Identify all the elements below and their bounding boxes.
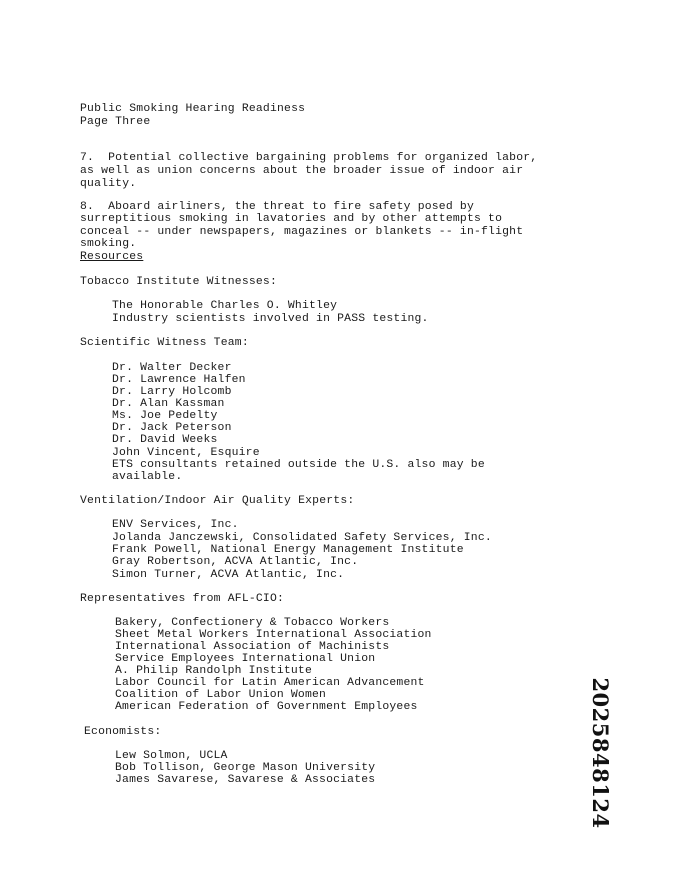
union-entry: Service Employees International Union xyxy=(115,653,376,665)
union-entry: Coalition of Labor Union Women xyxy=(115,689,327,701)
resources-heading: Resources xyxy=(80,251,144,263)
document-title: Public Smoking Hearing Readiness xyxy=(80,103,306,115)
item-7-line: as well as union concerns about the broader issue of indoor air xyxy=(80,165,524,177)
scientist-entry: available. xyxy=(112,471,183,483)
ventilation-heading: Ventilation/Indoor Air Quality Experts: xyxy=(80,495,355,507)
union-entry: Bakery, Confectionery & Tobacco Workers xyxy=(115,617,390,629)
ventilation-entry: Jolanda Janczewski, Consolidated Safety Services, Inc. xyxy=(112,532,492,544)
afl-cio-heading: Representatives from AFL-CIO: xyxy=(80,593,285,605)
ventilation-entry: Frank Powell, National Energy Management Institute xyxy=(112,544,464,556)
economists-heading: Economists: xyxy=(84,726,162,738)
union-entry: Sheet Metal Workers International Association xyxy=(115,629,432,641)
economist-entry: Lew Solmon, UCLA xyxy=(115,750,228,762)
ventilation-entry: ENV Services, Inc. xyxy=(112,519,239,531)
economist-entry: Bob Tollison, George Mason University xyxy=(115,762,376,774)
scientist-entry: Dr. Alan Kassman xyxy=(112,398,225,410)
bates-number: 2025848124 xyxy=(588,677,614,829)
economist-entry: James Savarese, Savarese & Associates xyxy=(115,774,376,786)
union-entry: A. Philip Randolph Institute xyxy=(115,665,312,677)
scientist-entry: Dr. David Weeks xyxy=(112,434,218,446)
item-8-line: smoking. xyxy=(80,238,137,250)
bates-stamp xyxy=(586,677,614,829)
scientist-entry: Ms. Joe Pedelty xyxy=(112,410,218,422)
scientist-entry: Dr. Larry Holcomb xyxy=(112,386,232,398)
item-8-line: surreptitious smoking in lavatories and by other attempts to xyxy=(80,213,503,225)
item-7-line: 7. Potential collective bargaining problems for organized labor, xyxy=(80,152,538,164)
witness-entry: Industry scientists involved in PASS testing. xyxy=(112,313,429,325)
witness-entry: The Honorable Charles O. Whitley xyxy=(112,300,338,312)
item-8-line: conceal -- under newspapers, magazines or blankets -- in-flight xyxy=(80,226,524,238)
union-entry: American Federation of Government Employees xyxy=(115,701,418,713)
ventilation-entry: Gray Robertson, ACVA Atlantic, Inc. xyxy=(112,556,359,568)
scientist-entry: Dr. Jack Peterson xyxy=(112,422,232,434)
scientist-entry: Dr. Lawrence Halfen xyxy=(112,374,246,386)
union-entry: Labor Council for Latin American Advancement xyxy=(115,677,425,689)
scientific-team-heading: Scientific Witness Team: xyxy=(80,337,249,349)
scientist-entry: John Vincent, Esquire xyxy=(112,447,260,459)
tobacco-institute-heading: Tobacco Institute Witnesses: xyxy=(80,276,277,288)
scientist-entry: ETS consultants retained outside the U.S. also may be xyxy=(112,459,485,471)
ventilation-entry: Simon Turner, ACVA Atlantic, Inc. xyxy=(112,569,345,581)
scientist-entry: Dr. Walter Decker xyxy=(112,362,232,374)
page-number: Page Three xyxy=(80,116,151,128)
item-7-line: quality. xyxy=(80,178,137,190)
item-8-line: 8. Aboard airliners, the threat to fire safety posed by xyxy=(80,201,474,213)
union-entry: International Association of Machinists xyxy=(115,641,390,653)
